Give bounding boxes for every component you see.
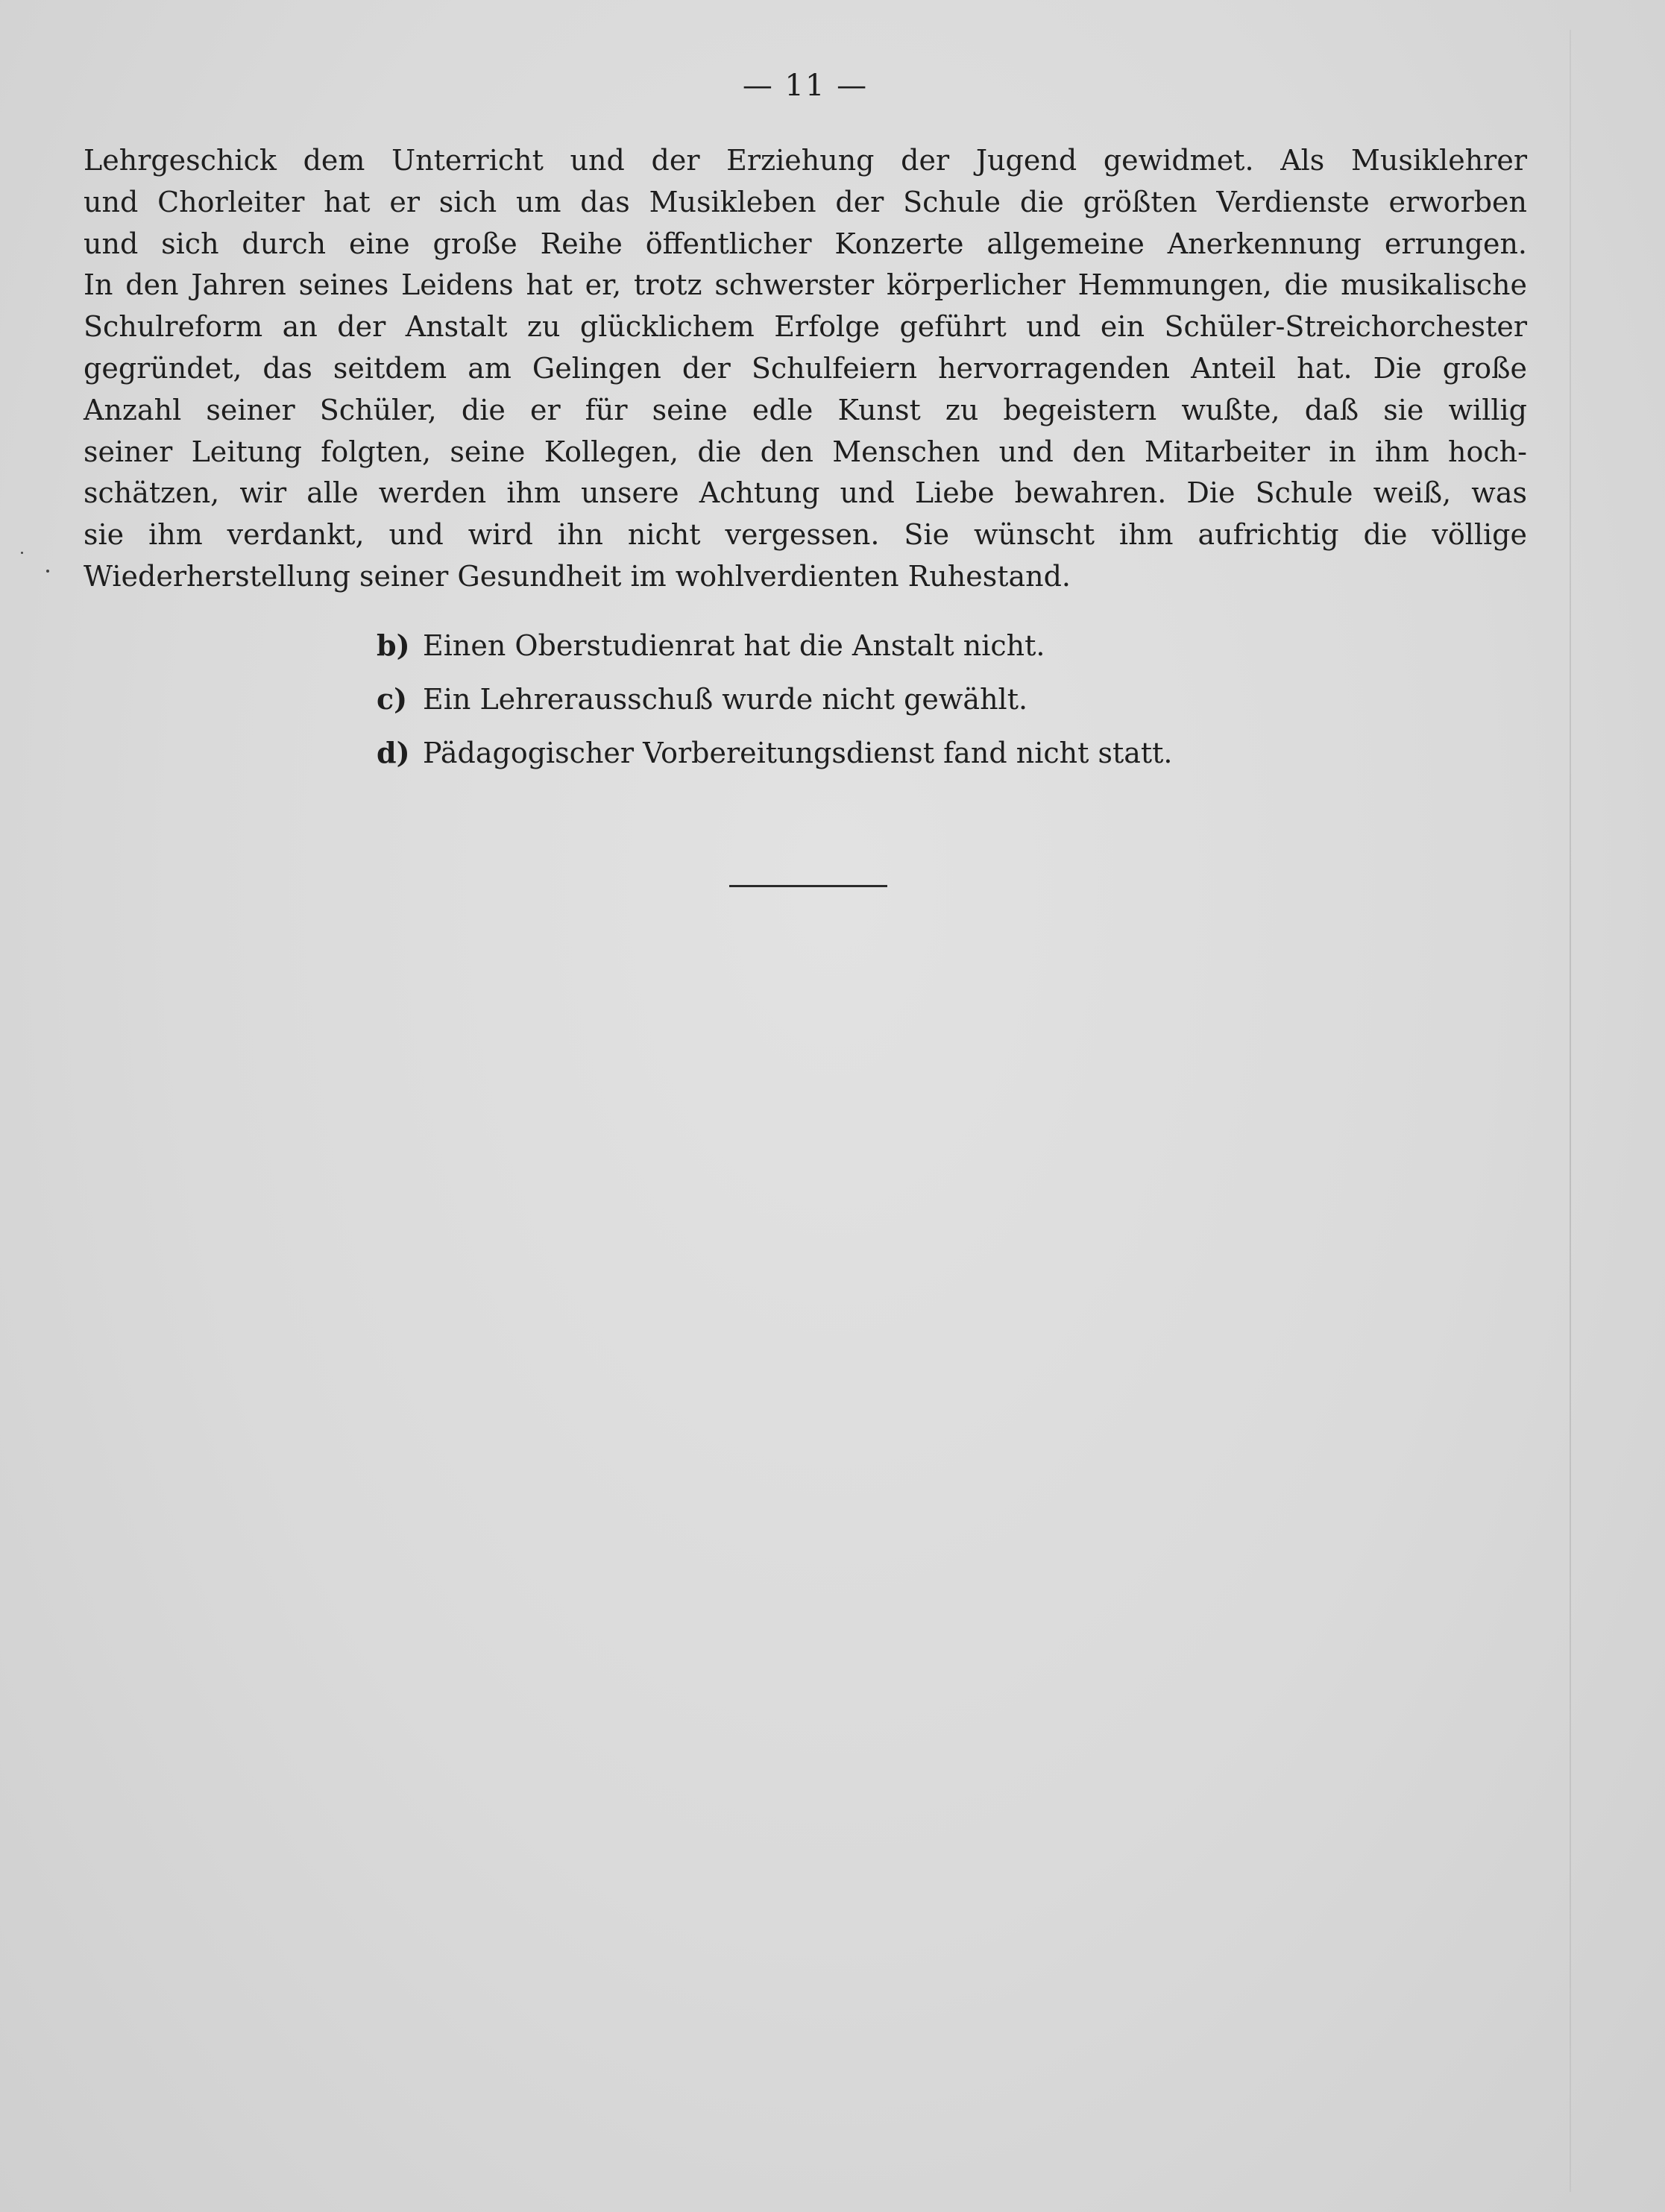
list-item [377, 726, 1173, 780]
list-item-text: Ein Lehrerausschuß wurde nicht gewählt. [423, 683, 1028, 716]
paragraph-line: Lehrgeschick dem Unterricht und der Erziehung der Jugend gewidmet. Als Musiklehrer [84, 144, 1527, 177]
list-item [377, 672, 1173, 726]
list-marker: b) [377, 628, 410, 662]
paragraph-line: und Chorleiter hat er sich um das Musikleben der Schule die größten Verdienste erworben [84, 185, 1527, 218]
paragraph-line: Anzahl seiner Schüler, die er für seine edle Kunst zu begeistern wußte, daß sie willig [84, 393, 1527, 426]
list-item-text: Pädagogischer Vorbereitungsdienst fand nicht statt. [423, 737, 1173, 769]
paragraph-line: In den Jahren seines Leidens hat er, trotz schwerster körperlicher Hemmungen, die musikalische [84, 268, 1527, 302]
paragraph-line: Schulreform an der Anstalt zu glücklichem Erfolge geführt und ein Schüler-Streichorchester [84, 310, 1527, 344]
item-list [377, 619, 1173, 780]
paragraph-line: schätzen, wir alle werden ihm unsere Achtung und Liebe bewahren. Die Schule weiß, was [84, 476, 1527, 510]
body-paragraph [84, 140, 1527, 598]
paragraph-line: gegründet, das seitdem am Gelingen der Schulfeiern hervorragenden Anteil hat. Die große [84, 351, 1527, 385]
paragraph-line: sie ihm verdankt, und wird ihn nicht vergessen. Sie wünscht ihm aufrichtig die völlige [84, 518, 1527, 552]
paragraph-line: und sich durch eine große Reihe öffentlicher Konzerte allgemeine Anerkennung errungen. [84, 227, 1527, 260]
paragraph-line: seiner Leitung folgten, seine Kollegen, die den Menschen und den Mitarbeiter in ihm hoch- [84, 435, 1527, 468]
list-item-text: Einen Oberstudienrat hat die Anstalt nicht. [423, 629, 1045, 662]
list-marker: c) [377, 682, 408, 716]
print-speck [21, 552, 23, 554]
list-item [377, 619, 1173, 672]
paragraph-line: Wiederherstellung seiner Gesundheit im wohlverdienten Ruhestand. [84, 559, 1071, 593]
section-end-rule [729, 885, 887, 887]
list-marker: d) [377, 736, 410, 769]
page-fold-line [1570, 30, 1571, 2192]
print-speck [46, 570, 49, 573]
page-number: — 11 — [742, 69, 869, 103]
